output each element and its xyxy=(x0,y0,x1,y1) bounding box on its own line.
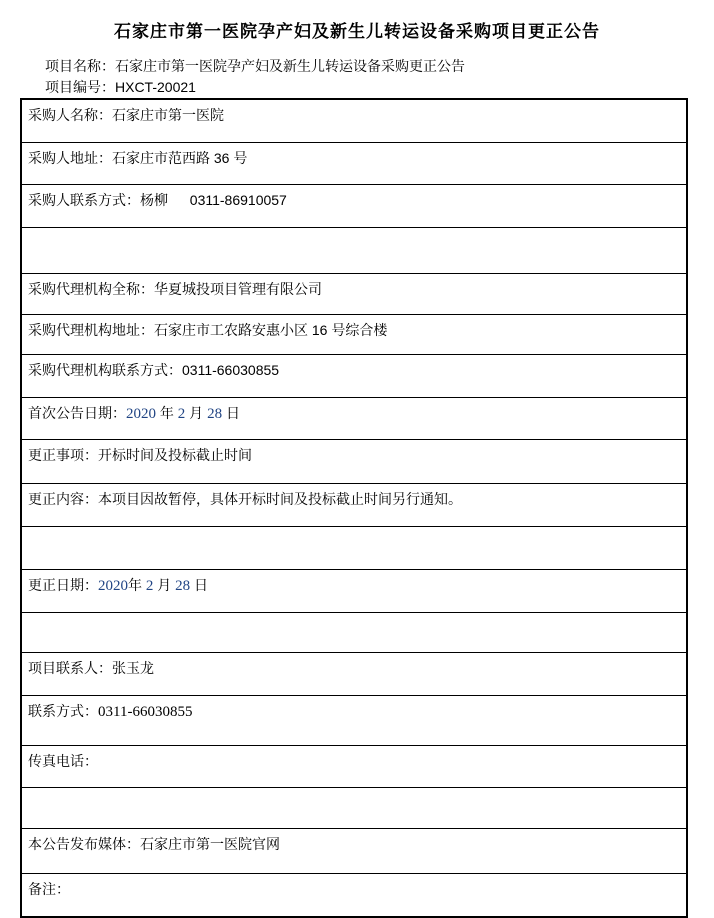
cell-text-num-blue: 2 xyxy=(145,578,154,594)
meta-block xyxy=(45,56,714,98)
project-number-value: HXCT-20021 xyxy=(115,79,196,95)
table-row-agency-contact xyxy=(21,355,687,398)
row-cell-correction-items xyxy=(21,440,687,484)
project-number-label: 项目编号： xyxy=(45,79,115,95)
table-row-agency-address xyxy=(21,315,687,355)
project-number-line xyxy=(45,77,714,98)
table-row-purchaser-name xyxy=(21,99,687,143)
row-cell-purchaser-address xyxy=(21,143,687,185)
row-cell-fax-number xyxy=(21,746,687,788)
table-row-contact-phone xyxy=(21,696,687,746)
cell-text: 首次公告日期： xyxy=(28,405,126,421)
cell-text: 联系方式： xyxy=(28,703,98,719)
cell-text: 传真电话： xyxy=(28,753,98,769)
row-cell-publish-media xyxy=(21,829,687,874)
page-title: 石家庄市第一医院孕产妇及新生儿转运设备采购项目更正公告 xyxy=(114,22,600,41)
cell-text: 更正事项：开标时间及投标截止时间 xyxy=(28,447,252,463)
table-row-spacer-3 xyxy=(21,613,687,653)
cell-text: 年 xyxy=(128,577,146,593)
cell-text: 采购代理机构地址：石家庄市工农路安惠小区 16 号综合楼 xyxy=(28,322,388,338)
table-row-publish-media xyxy=(21,829,687,874)
table-row-remarks xyxy=(21,874,687,918)
table-row-correction-date xyxy=(21,570,687,613)
table-row-spacer-4 xyxy=(21,788,687,829)
cell-text: 年 xyxy=(156,405,178,421)
cell-text: 更正日期： xyxy=(28,577,98,593)
row-cell-purchaser-name xyxy=(21,99,687,143)
row-cell-spacer-1 xyxy=(21,228,687,274)
project-name-line xyxy=(45,56,714,77)
project-name-label: 项目名称： xyxy=(45,58,115,74)
cell-text: 备注： xyxy=(28,881,70,897)
cell-text: 采购人地址：石家庄市范西路 36 号 xyxy=(28,150,248,166)
announcement-table xyxy=(20,98,688,918)
cell-text: 日 xyxy=(190,577,209,593)
table-row-first-announcement-date xyxy=(21,398,687,440)
cell-text: 日 xyxy=(222,405,240,421)
cell-text-num-blue: 2020 xyxy=(98,578,128,594)
cell-text-num-blue: 2020 xyxy=(126,406,156,422)
table-row-agency-name xyxy=(21,274,687,315)
cell-text: 更正内容：本项目因故暂停，具体开标时间及投标截止时间另行通知。 xyxy=(28,491,462,507)
row-cell-contact-phone xyxy=(21,696,687,746)
table-row-project-contact-person xyxy=(21,653,687,696)
row-cell-project-contact-person xyxy=(21,653,687,696)
cell-text-num-serif: 0311-66030855 xyxy=(98,704,193,720)
cell-text: 采购人名称：石家庄市第一医院 xyxy=(28,107,224,123)
cell-text-num-blue: 2 xyxy=(177,406,186,422)
table-row-fax-number xyxy=(21,746,687,788)
row-cell-agency-contact xyxy=(21,355,687,398)
row-cell-spacer-4 xyxy=(21,788,687,829)
table-row-purchaser-contact xyxy=(21,185,687,228)
table-row-correction-items xyxy=(21,440,687,484)
row-cell-agency-name xyxy=(21,274,687,315)
table-row-spacer-2 xyxy=(21,527,687,570)
row-cell-spacer-3 xyxy=(21,613,687,653)
row-cell-correction-content xyxy=(21,484,687,527)
row-cell-purchaser-contact xyxy=(21,185,687,228)
cell-text: 采购代理机构全称：华夏城投项目管理有限公司 xyxy=(28,281,322,297)
cell-text: 本公告发布媒体：石家庄市第一医院官网 xyxy=(28,836,280,852)
table-row-correction-content xyxy=(21,484,687,527)
table-row-purchaser-address xyxy=(21,143,687,185)
table-row-spacer-1 xyxy=(21,228,687,274)
announcement-table-body xyxy=(21,99,687,917)
cell-text: 月 xyxy=(153,577,176,593)
row-cell-first-announcement-date xyxy=(21,398,687,440)
cell-text: 采购人联系方式：杨柳 0311-86910057 xyxy=(28,192,287,208)
row-cell-spacer-2 xyxy=(21,527,687,570)
cell-text: 项目联系人：张玉龙 xyxy=(28,660,154,676)
row-cell-correction-date xyxy=(21,570,687,613)
cell-text-num-blue: 28 xyxy=(207,406,223,422)
project-name-value: 石家庄市第一医院孕产妇及新生儿转运设备采购更正公告 xyxy=(115,58,465,74)
row-cell-agency-address xyxy=(21,315,687,355)
cell-text-num-blue: 28 xyxy=(175,578,191,594)
row-cell-remarks xyxy=(21,874,687,918)
cell-text: 采购代理机构联系方式：0311-66030855 xyxy=(28,362,280,378)
cell-text: 月 xyxy=(185,405,208,421)
